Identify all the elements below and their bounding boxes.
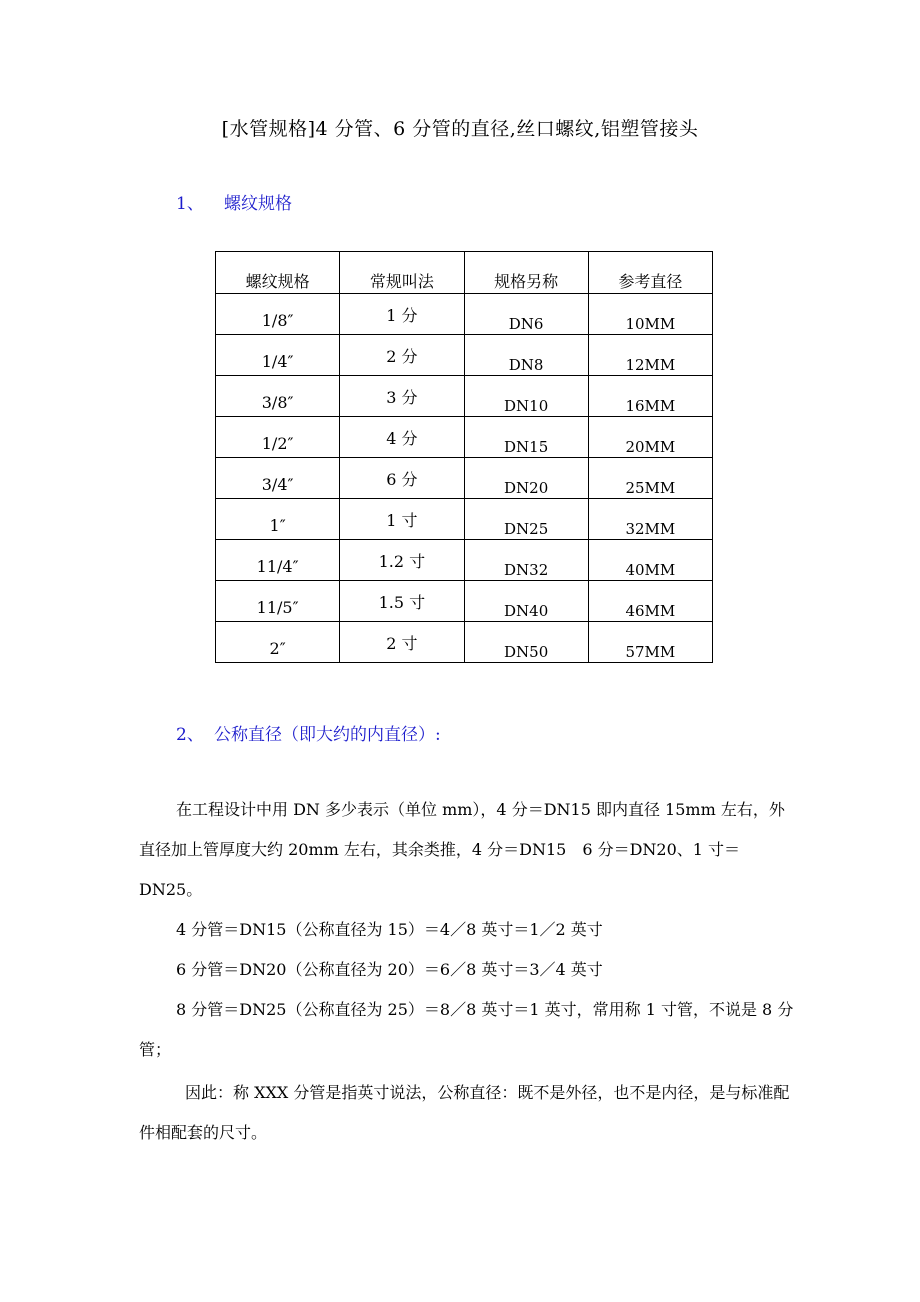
cell-text: 11/4″ xyxy=(256,557,299,576)
cell-text: 12MM xyxy=(625,356,676,374)
table-cell xyxy=(588,540,712,581)
paragraph-6-fen: 6 分管＝DN20（公称直径为 20）＝6／8 英寸＝3／4 英寸 xyxy=(176,960,603,979)
table-cell xyxy=(464,376,588,417)
cell-text: 25MM xyxy=(625,479,676,497)
cell-text: DN20 xyxy=(504,479,549,497)
cell-text: 3/8″ xyxy=(261,393,294,412)
table-cell xyxy=(216,376,340,417)
column-header: 参考直径 xyxy=(588,252,712,294)
cell-text: 1 寸 xyxy=(386,511,418,530)
table-cell xyxy=(464,581,588,622)
table-cell xyxy=(464,622,588,663)
table-row xyxy=(216,294,713,335)
table-cell xyxy=(588,294,712,335)
paragraph-dn-explanation: 在工程设计中用 DN 多少表示（单位 mm），4 分＝DN15 即内直径 15mm 左右，外直径加上管厚度大约 20mm 左右，其余类推，4 分＝DN15 6 分＝DN20、1 寸＝DN25。 xyxy=(139,800,785,899)
section-label: 螺纹规格 xyxy=(224,194,292,214)
table-cell xyxy=(588,335,712,376)
cell-text: 57MM xyxy=(625,643,676,661)
cell-text: DN25 xyxy=(504,520,549,538)
table-cell xyxy=(340,335,464,376)
table-cell xyxy=(340,294,464,335)
table-row xyxy=(216,417,713,458)
table-cell xyxy=(340,376,464,417)
table-row xyxy=(216,622,713,663)
thread-spec-table xyxy=(215,251,713,663)
section-number: 2、 xyxy=(176,725,204,745)
cell-text: 2 分 xyxy=(386,347,418,366)
table-cell xyxy=(216,335,340,376)
cell-text: 1 分 xyxy=(386,306,418,325)
table-row xyxy=(216,458,713,499)
cell-text: DN10 xyxy=(504,397,549,415)
column-header: 规格另称 xyxy=(464,252,588,294)
cell-text: DN40 xyxy=(504,602,549,620)
table-cell xyxy=(464,417,588,458)
table-cell xyxy=(588,417,712,458)
cell-text: 1/2″ xyxy=(261,434,294,453)
table-row xyxy=(216,499,713,540)
cell-text: 1.5 寸 xyxy=(378,593,426,612)
cell-text: 4 分 xyxy=(386,429,418,448)
table-row xyxy=(216,540,713,581)
table-header-row xyxy=(216,252,713,294)
table-row xyxy=(216,581,713,622)
section-number: 1、 xyxy=(176,194,204,214)
cell-text: 32MM xyxy=(625,520,676,538)
table-cell xyxy=(588,499,712,540)
table-cell xyxy=(216,294,340,335)
cell-text: DN6 xyxy=(508,315,544,333)
table-cell xyxy=(340,458,464,499)
table-cell xyxy=(340,499,464,540)
cell-text: DN8 xyxy=(508,356,544,374)
section-label: 公称直径（即大约的内直径）: xyxy=(214,725,441,745)
paragraph-8-fen: 8 分管＝DN25（公称直径为 25）＝8／8 英寸＝1 英寸，常用称 1 寸管，不说是 8 分管； xyxy=(139,1000,794,1059)
table-row xyxy=(216,376,713,417)
table-cell xyxy=(464,335,588,376)
paragraph-conclusion: 因此：称 XXX 分管是指英寸说法，公称直径：既不是外径，也不是内径，是与标准配件相配套的尺寸。 xyxy=(139,1083,790,1142)
cell-text: 11/5″ xyxy=(256,598,299,617)
table-cell xyxy=(588,622,712,663)
cell-text: 1/4″ xyxy=(261,352,294,371)
table-row xyxy=(216,335,713,376)
table-cell xyxy=(216,417,340,458)
table-cell xyxy=(340,540,464,581)
section-heading-thread-spec xyxy=(176,189,292,214)
table-cell xyxy=(340,581,464,622)
paragraph-4-fen: 4 分管＝DN15（公称直径为 15）＝4／8 英寸＝1／2 英寸 xyxy=(176,920,603,939)
table-cell xyxy=(216,540,340,581)
table-cell xyxy=(464,294,588,335)
table-cell xyxy=(464,458,588,499)
table-cell xyxy=(588,376,712,417)
cell-text: 6 分 xyxy=(386,470,418,489)
cell-text: 1/8″ xyxy=(261,311,294,330)
document-title: [水管规格]4 分管、6 分管的直径,丝口螺纹,铝塑管接头 xyxy=(221,118,699,140)
cell-text: 16MM xyxy=(625,397,676,415)
table-cell xyxy=(216,581,340,622)
table-cell xyxy=(340,622,464,663)
cell-text: 2″ xyxy=(269,639,286,658)
table-cell xyxy=(340,417,464,458)
cell-text: 1″ xyxy=(269,516,286,535)
cell-text: 20MM xyxy=(625,438,676,456)
column-header: 螺纹规格 xyxy=(216,252,340,294)
section-heading-nominal-diameter xyxy=(176,720,441,745)
table-cell xyxy=(216,499,340,540)
table-cell xyxy=(588,581,712,622)
cell-text: 46MM xyxy=(625,602,676,620)
column-header: 常规叫法 xyxy=(340,252,464,294)
cell-text: 3/4″ xyxy=(261,475,294,494)
cell-text: DN50 xyxy=(504,643,549,661)
cell-text: 3 分 xyxy=(386,388,418,407)
table-cell xyxy=(464,499,588,540)
table-cell xyxy=(464,540,588,581)
cell-text: DN32 xyxy=(504,561,549,579)
table-cell xyxy=(216,622,340,663)
cell-text: 1.2 寸 xyxy=(378,552,426,571)
table-cell xyxy=(216,458,340,499)
table-cell xyxy=(588,458,712,499)
cell-text: DN15 xyxy=(504,438,549,456)
cell-text: 40MM xyxy=(625,561,676,579)
cell-text: 2 寸 xyxy=(386,634,418,653)
cell-text: 10MM xyxy=(625,315,676,333)
